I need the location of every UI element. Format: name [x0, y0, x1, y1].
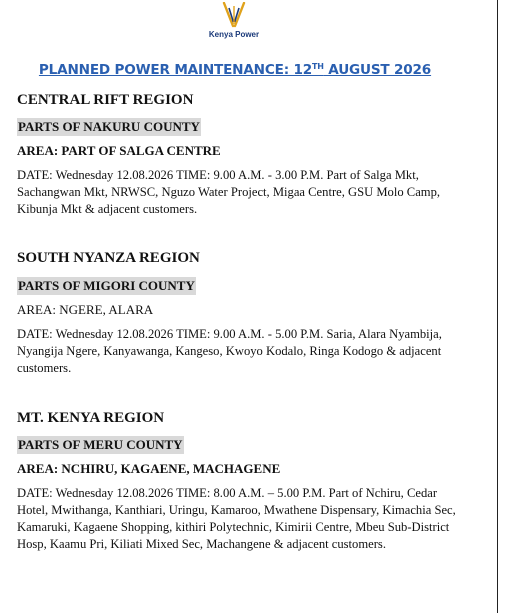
kenya-power-logo-icon	[221, 2, 247, 30]
area-line: AREA: NGERE, ALARA	[17, 302, 154, 317]
county-heading: PARTS OF MIGORI COUNTY	[18, 278, 195, 293]
outage-details: DATE: Wednesday 12.08.2026 TIME: 9.00 A.M. - 5.00 P.M. Saria, Alara Nyambija, Nyangija Ngere, Kanyawanga, Kangeso, Kwoyo Kodalo, Ringa Kodogo & adjacent customers.	[17, 327, 442, 375]
title-main: PLANNED POWER MAINTENANCE: 12	[38, 62, 312, 78]
title-superscript: TH	[312, 62, 324, 71]
county-heading: PARTS OF NAKURU COUNTY	[18, 119, 200, 134]
county-heading: PARTS OF MERU COUNTY	[18, 437, 183, 452]
region-heading: SOUTH NYANZA REGION	[17, 250, 200, 266]
region-heading: CENTRAL RIFT REGION	[17, 92, 194, 108]
area-line: AREA: NCHIRU, KAGAENE, MACHAGENE	[17, 461, 281, 476]
logo-text: Kenya Power	[208, 30, 260, 39]
title-rest: AUGUST 2026	[323, 62, 432, 78]
page-edge-line	[497, 0, 498, 613]
outage-details: DATE: Wednesday 12.08.2026 TIME: 9.00 A.M. - 3.00 P.M. Part of Salga Mkt, Sachangwan Mkt, NRWSC, Nguzo Water Project, Migaa Centre, GSU Molo Camp, Kibunja Mkt & adjacent customers.	[17, 168, 441, 216]
region-heading: MT. KENYA REGION	[17, 410, 165, 426]
area-line: AREA: PART OF SALGA CENTRE	[17, 143, 221, 158]
header-logo	[199, 2, 269, 42]
page-title	[0, 62, 470, 78]
outage-details: DATE: Wednesday 12.08.2026 TIME: 8.00 A.M. – 5.00 P.M. Part of Nchiru, Cedar Hotel, Mwithanga, Kanthiari, Uringu, Kamaroo, Mwathene Dispensary, Kimachia Sec, Kamaruki, Kagaene Shopping, kithiri Polytechnic, Kimirii Centre, Mbeu Sub-District Hosp, Kaamu Pri, Kiliati Mixed Sec, Machangene & adjacent customers.	[17, 486, 456, 551]
